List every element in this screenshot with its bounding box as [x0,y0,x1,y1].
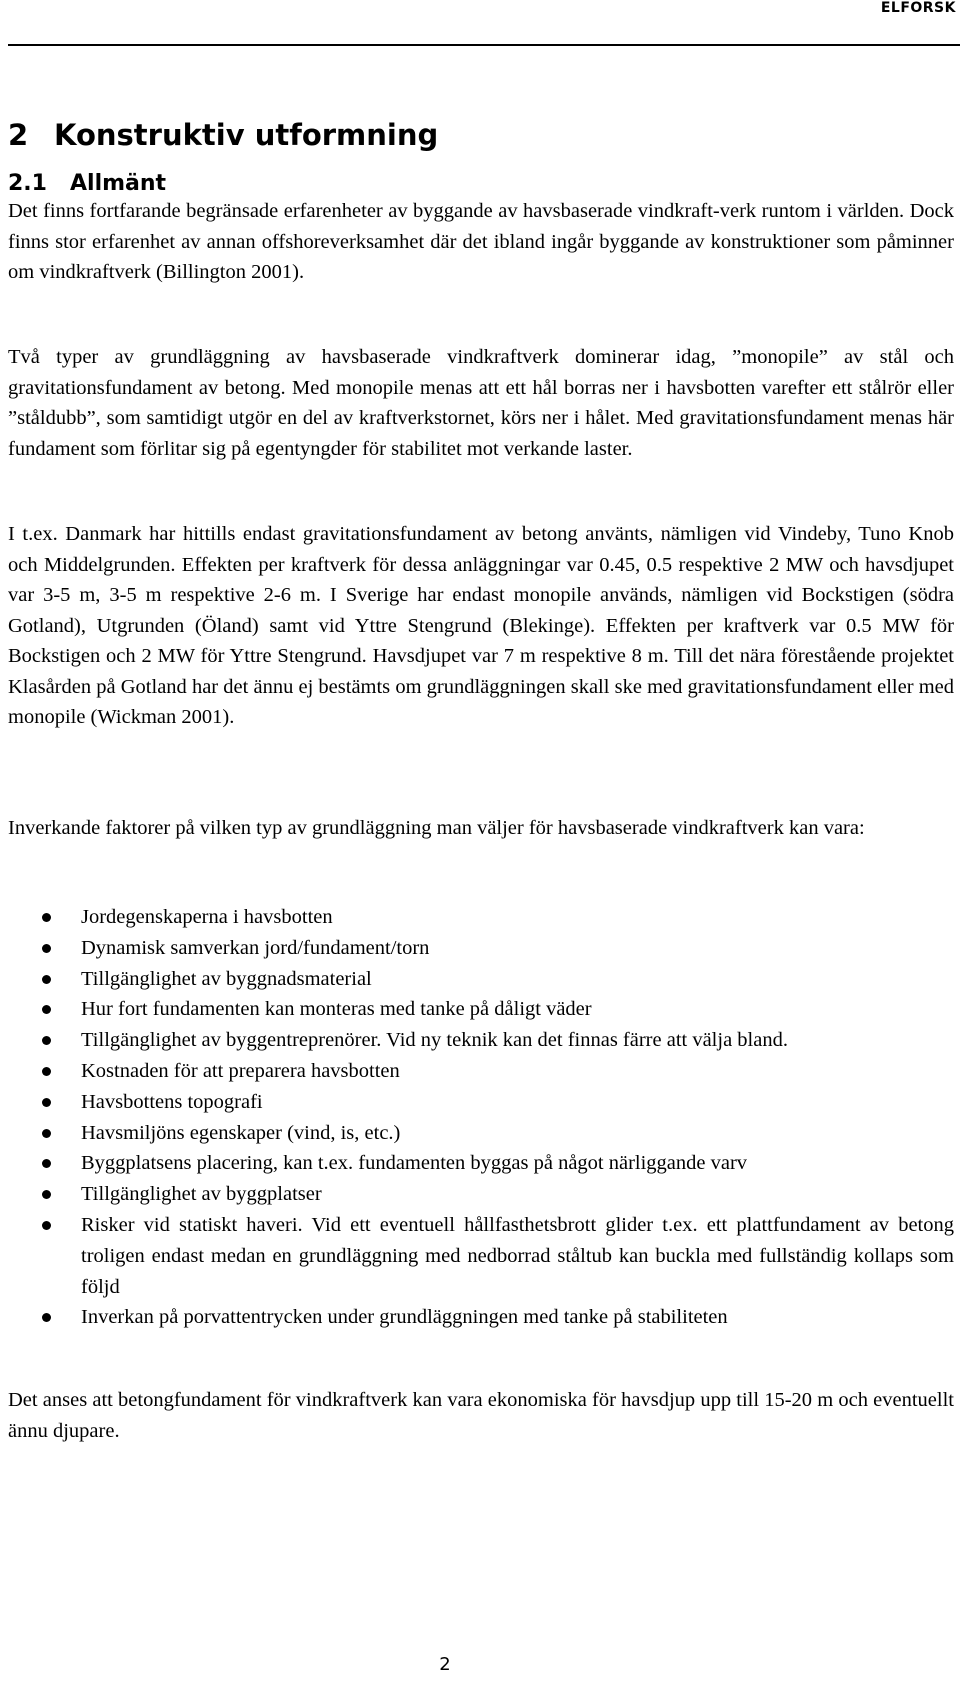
bullet-icon [42,1067,51,1076]
chapter-number: 2 [8,118,29,152]
list-item: Tillgänglighet av byggplatser [8,1179,954,1210]
list-item: Tillgänglighet av byggnadsmaterial [8,964,954,995]
bullet-icon [42,1129,51,1138]
list-item: Byggplatsens placering, kan t.ex. fundamenten byggas på något närliggande varv [8,1148,954,1179]
factors-list [8,902,954,1333]
bullet-icon [42,1313,51,1322]
chapter-title: Konstruktiv utformning [54,118,439,152]
list-item: Tillgänglighet av byggentreprenörer. Vid ny teknik kan det finnas färre att välja bland. [8,1025,954,1056]
bullet-icon [42,913,51,922]
bullet-icon [42,1159,51,1168]
list-item: Jordegenskaperna i havsbotten [8,902,954,933]
paragraph-factors-intro: Inverkande faktorer på vilken typ av grundläggning man väljer för havsbaserade vindkraftverk kan vara: [8,817,865,839]
paragraph-examples: I t.ex. Danmark har hittills endast gravitationsfundament av betong använts, nämligen vid Vindeby, Tuno Knob och Middelgrunden. Effekten per kraftverk för dessa anläggningar var 0.45, 0.5 respektive 2 MW och havsdjupet var 3-5 m, 3-5 m respektive 2-6 m. I Sverige har endast monopile används, nämligen vid Bockstigen (södra Gotland), Utgrunden (Öland) samt vid Yttre Stengrund (Blekinge). Effekten per kraftverk var 0.5 MW för Bockstigen och 2 MW för Yttre Stengrund. Havsdjupet var 7 m respektive 8 m. Till det nära förestående projektet Klasården på Gotland har det ännu ej bestämts om grundläggningen skall ske med gravitationsfundament eller med monopile (Wickman 2001). [8,523,954,728]
bullet-icon [42,1221,51,1230]
list-item: Havsbottens topografi [8,1087,954,1118]
paragraph-foundation-types: Två typer av grundläggning av havsbaserade vindkraftverk dominerar idag, ”monopile” av stål och gravitationsfundament av betong. Med monopile menas att ett hål borras ner i havsbotten varefter ett stålrör eller ”ståldubb”, som samtidigt utgör en del av kraftverkstornet, körs ner i hålet. Med gravitationsfundament menas här fundament som förlitar sig på egentyngder för stabilitet mot verkande laster. [8,346,954,460]
list-item: Risker vid statiskt haveri. Vid ett eventuell hållfasthetsbrott glider t.ex. ett plattfundament av betong troligen endast medan en grundläggning med nedborrad ståltub kan buckla med fullständig kollaps som följd [8,1210,954,1302]
list-item: Hur fort fundamenten kan monteras med tanke på dåligt väder [8,994,954,1025]
bullet-icon [42,1036,51,1045]
elforsk-logo: ELFORSK [880,0,956,16]
section-number: 2.1 [8,171,47,196]
section-title: Allmänt [70,171,167,196]
list-item: Kostnaden för att preparera havsbotten [8,1056,954,1087]
chapter-heading [8,118,438,152]
list-item: Inverkan på porvattentrycken under grundläggningen med tanke på stabiliteten [8,1302,954,1333]
bullet-icon [42,1098,51,1107]
bullet-icon [42,944,51,953]
bullet-icon [42,1005,51,1014]
paragraph-intro: Det finns fortfarande begränsade erfarenheter av byggande av havsbaserade vindkraft-verk runtom i världen. Dock finns stor erfarenhet av annan offshoreverksamhet där det ibland ingår byggande av konstruktioner som påminner om vindkraftverk (Billington 2001). [8,200,954,283]
paragraph-conclusion: Det anses att betongfundament för vindkraftverk kan vara ekonomiska för havsdjup upp till 15-20 m och eventuellt ännu djupare. [8,1389,954,1442]
list-item: Havsmiljöns egenskaper (vind, is, etc.) [8,1118,954,1149]
header-divider [8,44,960,46]
page-number: 2 [439,1654,451,1675]
list-item: Dynamisk samverkan jord/fundament/torn [8,933,954,964]
bullet-icon [42,975,51,984]
section-heading [8,171,166,196]
bullet-icon [42,1190,51,1199]
